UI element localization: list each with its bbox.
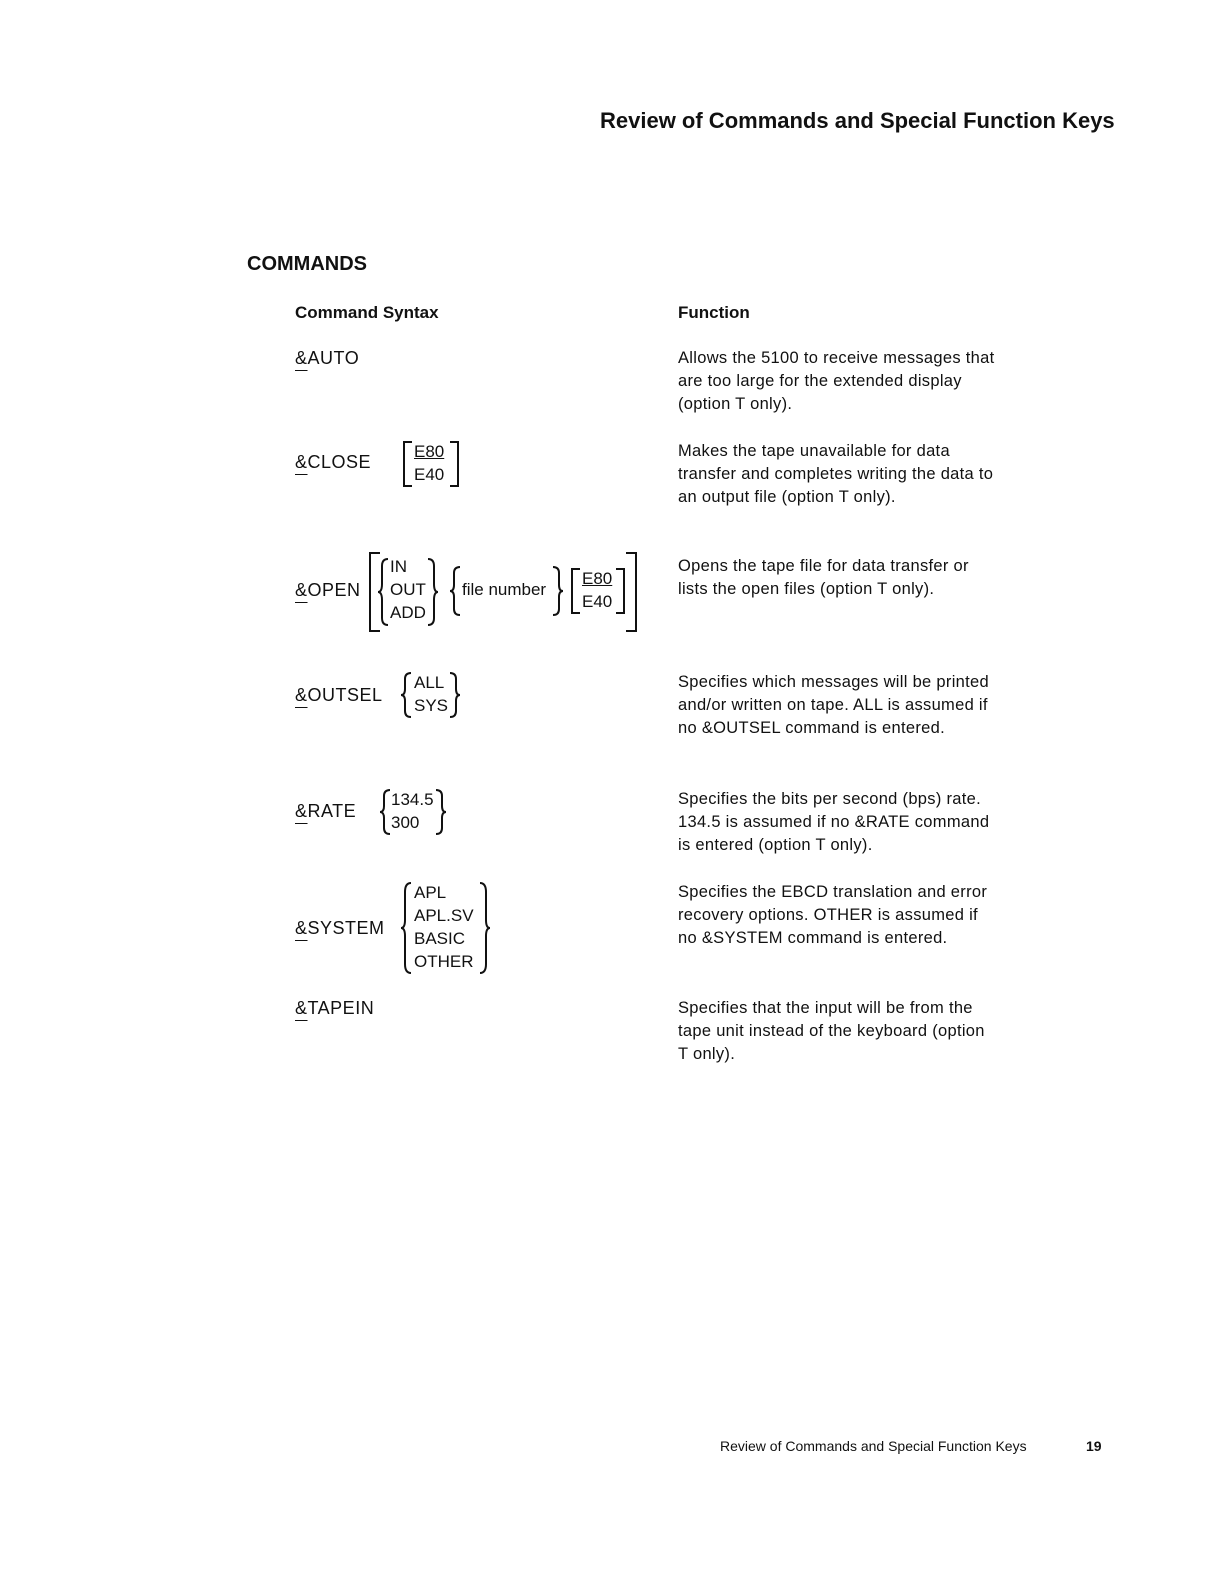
command-name: AUTO <box>307 348 360 368</box>
option-apl-sv: APL.SV <box>414 906 474 925</box>
left-square-bracket <box>570 568 582 614</box>
function-open: Opens the tape file for data transfer or lists the open files (option T only). <box>678 557 969 598</box>
system-options <box>414 881 474 973</box>
option-e40: E40 <box>582 592 613 611</box>
syntax-column-heading: Command Syntax <box>295 303 439 322</box>
right-curly-brace <box>450 672 462 718</box>
ampersand: & <box>295 348 308 368</box>
left-curly-brace <box>450 566 462 616</box>
command-auto <box>295 348 359 369</box>
command-name: OPEN <box>307 580 361 600</box>
command-tapein <box>295 998 374 1019</box>
option-basic: BASIC <box>414 929 466 948</box>
right-curly-brace <box>436 789 448 835</box>
ampersand: & <box>295 918 308 938</box>
command-open <box>295 580 361 601</box>
function-system: Specifies the EBCD translation and error recovery options. OTHER is assumed if no &SYSTEM command is entered. <box>678 883 988 947</box>
mode-out: OUT <box>390 580 426 599</box>
outsel-options <box>414 671 448 717</box>
command-rate <box>295 801 356 822</box>
function-rate: Specifies the bits per second (bps) rate. 134.5 is assumed if no &RATE command is entered (option T only). <box>678 790 990 854</box>
command-name: CLOSE <box>307 452 372 472</box>
section-title: COMMANDS <box>247 253 367 275</box>
option-e80: E80 <box>414 442 445 461</box>
rate-options <box>391 788 434 834</box>
ampersand: & <box>295 801 308 821</box>
page-number: 19 <box>1086 1438 1102 1454</box>
function-column-heading: Function <box>678 303 750 322</box>
close-options <box>414 440 444 486</box>
mode-in: IN <box>390 557 407 576</box>
command-system <box>295 918 385 939</box>
left-curly-brace <box>401 672 413 718</box>
command-name: TAPEIN <box>307 998 375 1018</box>
right-curly-brace <box>553 566 565 616</box>
left-curly-brace <box>401 882 413 974</box>
ampersand: & <box>295 685 308 705</box>
option-other: OTHER <box>414 952 474 971</box>
right-curly-brace <box>428 558 440 626</box>
open-options <box>582 567 612 613</box>
option-sys: SYS <box>414 696 449 715</box>
open-modes <box>390 555 426 624</box>
right-square-bracket <box>448 441 460 487</box>
option-apl: APL <box>414 883 447 902</box>
right-curly-brace <box>480 882 492 974</box>
command-outsel <box>295 685 383 706</box>
ampersand: & <box>295 580 308 600</box>
left-square-bracket <box>402 441 414 487</box>
command-name: OUTSEL <box>307 685 383 705</box>
option-all: ALL <box>414 673 445 692</box>
function-auto: Allows the 5100 to receive messages that are too large for the extended display (option T only). <box>678 349 995 413</box>
left-curly-brace <box>378 558 390 626</box>
option-e80: E80 <box>582 569 613 588</box>
command-close <box>295 452 371 473</box>
page-header-title: Review of Commands and Special Function Keys <box>600 108 1115 133</box>
footer-title: Review of Commands and Special Function Keys <box>720 1438 1027 1454</box>
mode-add: ADD <box>390 603 426 622</box>
function-close: Makes the tape unavailable for data transfer and completes writing the data to an output file (option T only). <box>678 442 994 506</box>
ampersand: & <box>295 998 308 1018</box>
outer-right-square-bracket <box>624 552 638 632</box>
option-134-5: 134.5 <box>391 790 434 809</box>
ampersand: & <box>295 452 308 472</box>
command-name: RATE <box>307 801 357 821</box>
option-e40: E40 <box>414 465 445 484</box>
file-number-parameter: file number <box>462 580 547 599</box>
command-name: SYSTEM <box>307 918 385 938</box>
function-outsel: Specifies which messages will be printed and/or written on tape. ALL is assumed if no &OUTSEL command is entered. <box>678 673 989 737</box>
option-300: 300 <box>391 813 420 832</box>
function-tapein: Specifies that the input will be from the tape unit instead of the keyboard (option T only). <box>678 999 985 1063</box>
